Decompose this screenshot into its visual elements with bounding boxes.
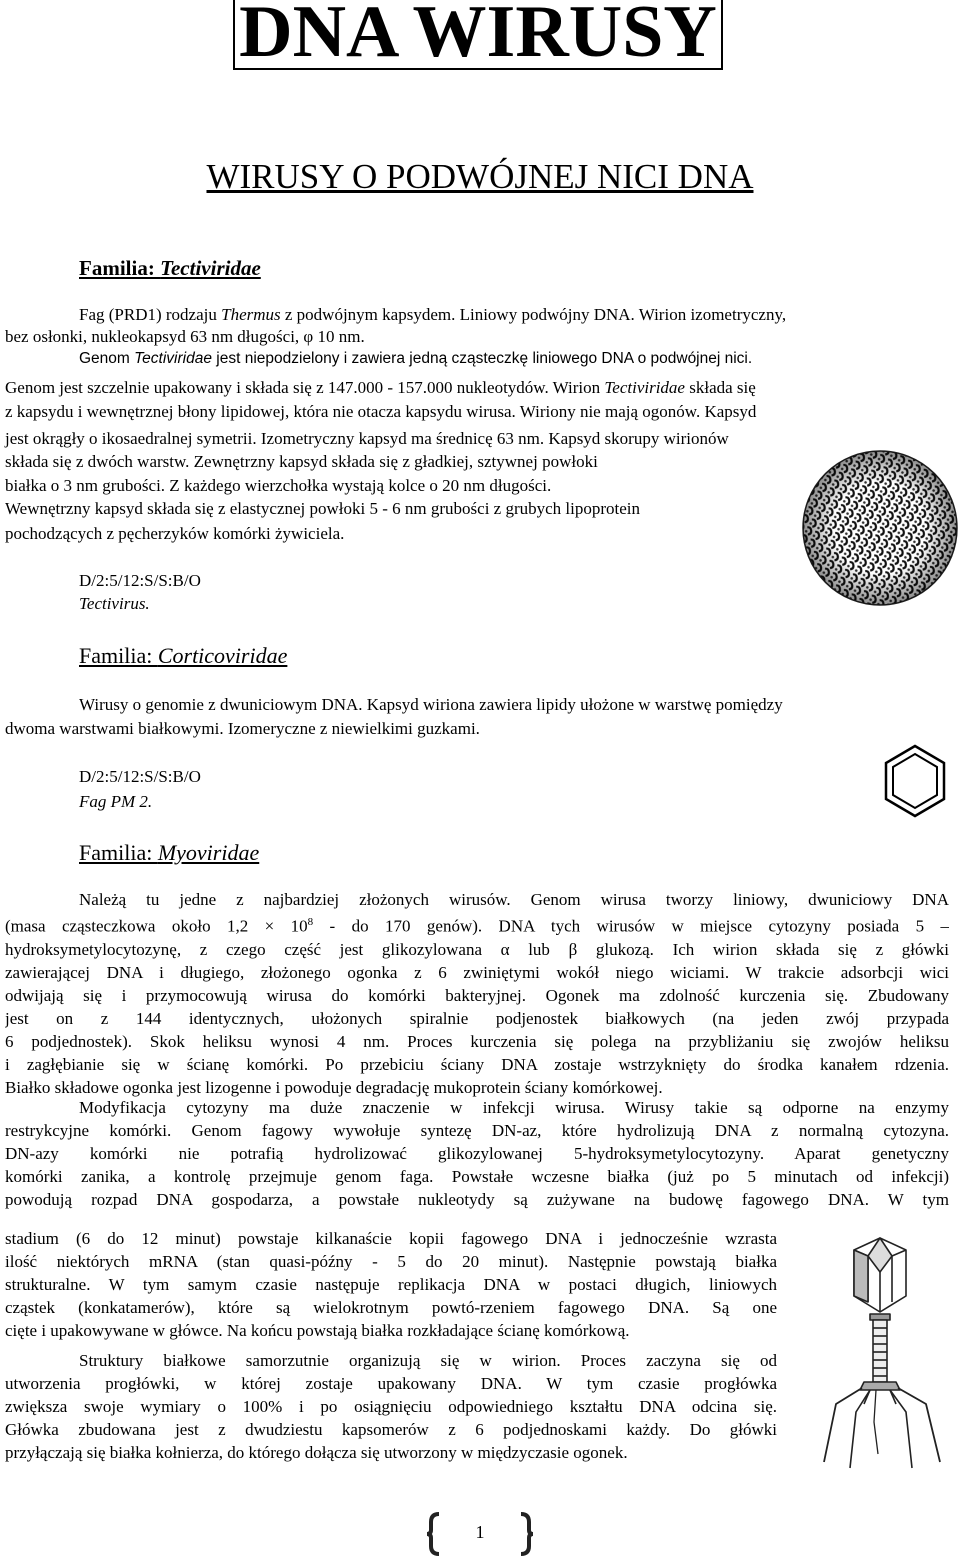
text-line: bez osłonki, nukleokapsyd 63 nm długości, φ 10 nm. bbox=[5, 327, 365, 346]
heading-corticoviridae bbox=[79, 643, 287, 669]
text-line: Struktury białkowe samorzutnie organizują się w wirion. Proces zaczyna się od bbox=[79, 1351, 777, 1370]
virus-genus: Fag PM 2. bbox=[79, 792, 153, 811]
text-line: przyłączają się białka kołnierza, do którego dołącza się utworzony w międzyczasie ogonek. bbox=[5, 1443, 628, 1462]
text-line: zawierającej DNA i długiego, złożonego ogonka z 6 zwiniętymi wokół niego wiciami. W trakcie adsorbcji wici bbox=[5, 962, 949, 982]
paragraph-myoviridae-2a bbox=[5, 1096, 949, 1211]
virus-code: D/2:5/12:S/S:B/O bbox=[79, 767, 201, 786]
text-line: jest okrągły o ikosaedralnej symetrii. Izometryczny kapsyd ma średnicę 63 nm. Kapsyd skorupy wirionów bbox=[5, 429, 729, 448]
heading-tectiviridae bbox=[79, 256, 261, 281]
text-line: jest on z 144 identycznych, ułożonych spiralnie podjenostek białkowych (na jeden zwój przypada bbox=[5, 1008, 949, 1028]
text-line: białka o 3 nm grubości. Z każdego wierzchołka wystają kolce o 20 nm długości. bbox=[5, 476, 552, 495]
text-line: Wewnętrzny kapsyd składa się z elastycznej powłoki 5 - 6 nm grubości z grubych lipoprotein bbox=[5, 499, 641, 518]
text-line: ilość niektórych mRNA (stan quasi-późny - 5 do 20 minut). Następnie powstają białka bbox=[5, 1252, 777, 1271]
virus-genus: Tectivirus. bbox=[79, 594, 150, 613]
text-line: odwijają się i przymocowują wirusa do komórki bakteryjnej. Ogonek ma zdolność kurczenia się. Zbudowany bbox=[5, 985, 949, 1005]
paragraph-myoviridae-3 bbox=[5, 1349, 777, 1464]
text-line: stadium (6 do 12 minut) powstaje kilkanaście kopii fagowego DNA i jednocześnie wzrasta bbox=[5, 1229, 777, 1248]
text-line: składa się z dwóch warstw. Zewnętrzny kapsyd składa się z gładkiej, sztywnej powłoki bbox=[5, 452, 598, 471]
text-line: zwiększa swoje wymiary o 100% i po osiągnięciu odpowiedniego kształtu DNA odcina się. bbox=[5, 1397, 777, 1416]
heading-family-name: Tectiviridae bbox=[160, 256, 261, 280]
text-line: hydroksymetylocytozynę, z czego część jest glikozylowana α lub β glukozą. Ich wirion składa się z główki bbox=[5, 939, 949, 959]
text-line: restrykcyjne komórki. Genom fagowy wywołuje syntezę DN-az, które hydrolizują DNA z normalną cytozyna. bbox=[5, 1121, 949, 1140]
text-line: cząstek (konkatamerów), które są wielokrotnym powtó-rzeniem fagowego DNA. Są one bbox=[5, 1298, 777, 1317]
heading-prefix: Familia: bbox=[79, 840, 158, 865]
text-line: (masa cząsteczkowa około $1,2 \times 10^8$ - do 170 genów). DNA tych wirusów w miejsce cytozyny posiada 5 – bbox=[5, 916, 949, 936]
text-line: Białko składowe ogonka jest lizogenne i powoduje degradację mukoprotein ściany komórkowej. bbox=[5, 1077, 663, 1097]
text-line: z kapsydu i wewnętrznej błony lipidowej, która nie otacza kapsydu wirusa. Wiriony nie mają ogonów. Kapsyd bbox=[5, 402, 757, 421]
hexagon-capsid-figure bbox=[882, 743, 948, 819]
text-line: dwoma warstwami białkowymi. Izomeryczne z niewielkimi guzkami. bbox=[5, 719, 480, 738]
text-line: Należą tu jedne z najbardziej złożonych wirusów. Genom wirusa tworzy liniowy, dwuniciowy DNA bbox=[79, 890, 949, 909]
text-line: 6 podjednostek). Skok heliksu wynosi 4 nm. Proces kurczenia się polega na przybliżaniu się zwojów heliksu bbox=[5, 1031, 949, 1051]
text-line: Modyfikacja cytozyny ma duże znaczenie w infekcji wirusa. Wirusy takie są odporne na enzymy bbox=[79, 1098, 949, 1117]
page-subtitle: WIRUSY O PODWÓJNEJ NICI DNA bbox=[206, 157, 754, 196]
text-line: Główka zbudowana jest z dwudziestu kapsomerów z 6 podjednoskami każdy. Do główki bbox=[5, 1420, 777, 1439]
heading-family-name: Myoviridae bbox=[157, 840, 260, 865]
page-title: DNA WIRUSY bbox=[239, 0, 717, 73]
heading-family-name: Corticoviridae bbox=[157, 643, 288, 668]
text-line: i zagłębianie się w ścianę komórki. Po przebiciu ściany DNA zostaje wstrzyknięty do środka kanałem rdzenia. bbox=[5, 1054, 949, 1074]
text-line: komórki zanika, a kontrolę przejmuje genom faga. Powstałe wczesne białka (już po 5 minutach od infekcji) bbox=[5, 1167, 949, 1186]
page-number: 1 bbox=[475, 1522, 485, 1542]
paragraph-myoviridae-1 bbox=[5, 888, 949, 1099]
text-line: powodują rozpad DNA gospodarza, a powstałe nukleotydy są zużywane na budowę fagowego DNA. W tym bbox=[5, 1190, 949, 1209]
heading-prefix: Familia: bbox=[79, 256, 161, 280]
text-line: utworzenia progłówki, w której zostaje upakowany DNA. W tym czasie progłówka bbox=[5, 1374, 777, 1393]
text-line: Genom Tectiviridae jest niepodzielony i zawiera jedną cząsteczkę liniowego DNA o podwójnej nici. bbox=[79, 350, 753, 367]
virus-code: D/2:5/12:S/S:B/O bbox=[79, 571, 201, 590]
text-line: Fag (PRD1) rodzaju Thermus z podwójnym kapsydem. Liniowy podwójny DNA. Wirion izometryczny, bbox=[79, 305, 787, 324]
text-line: strukturalne. W tym samym czasie następuje replikacja DNA w postaci długich, liniowych bbox=[5, 1275, 777, 1294]
heading-prefix: Familia: bbox=[79, 643, 158, 668]
paragraph-myoviridae-2b bbox=[5, 1227, 777, 1342]
tectivirus-capsid-figure bbox=[800, 448, 960, 608]
title-box bbox=[233, 0, 723, 73]
heading-myoviridae bbox=[79, 840, 259, 866]
text-line: Wirusy o genomie z dwuniciowym DNA. Kapsyd wiriona zawiera lipidy ułożone w warstwę pomiędzy bbox=[79, 695, 783, 714]
text-line: cięte i upakowywane w główce. Na końcu powstają białka rozkładające ścianę komórkową. bbox=[5, 1321, 630, 1340]
text-line: DN-azy komórki nie potrafią hydrolizować glikozylowanej 5-hydroksymetylocytozyny. Aparat genetyczny bbox=[5, 1144, 949, 1163]
text-line: Genom jest szczelnie upakowany i składa się z 147.000 - 157.000 nukleotydów. Wirion Tectiviridae składa się bbox=[5, 378, 756, 397]
text-line: pochodzących z pęcherzyków komórki żywiciela. bbox=[5, 524, 345, 543]
bacteriophage-figure bbox=[800, 1232, 960, 1472]
